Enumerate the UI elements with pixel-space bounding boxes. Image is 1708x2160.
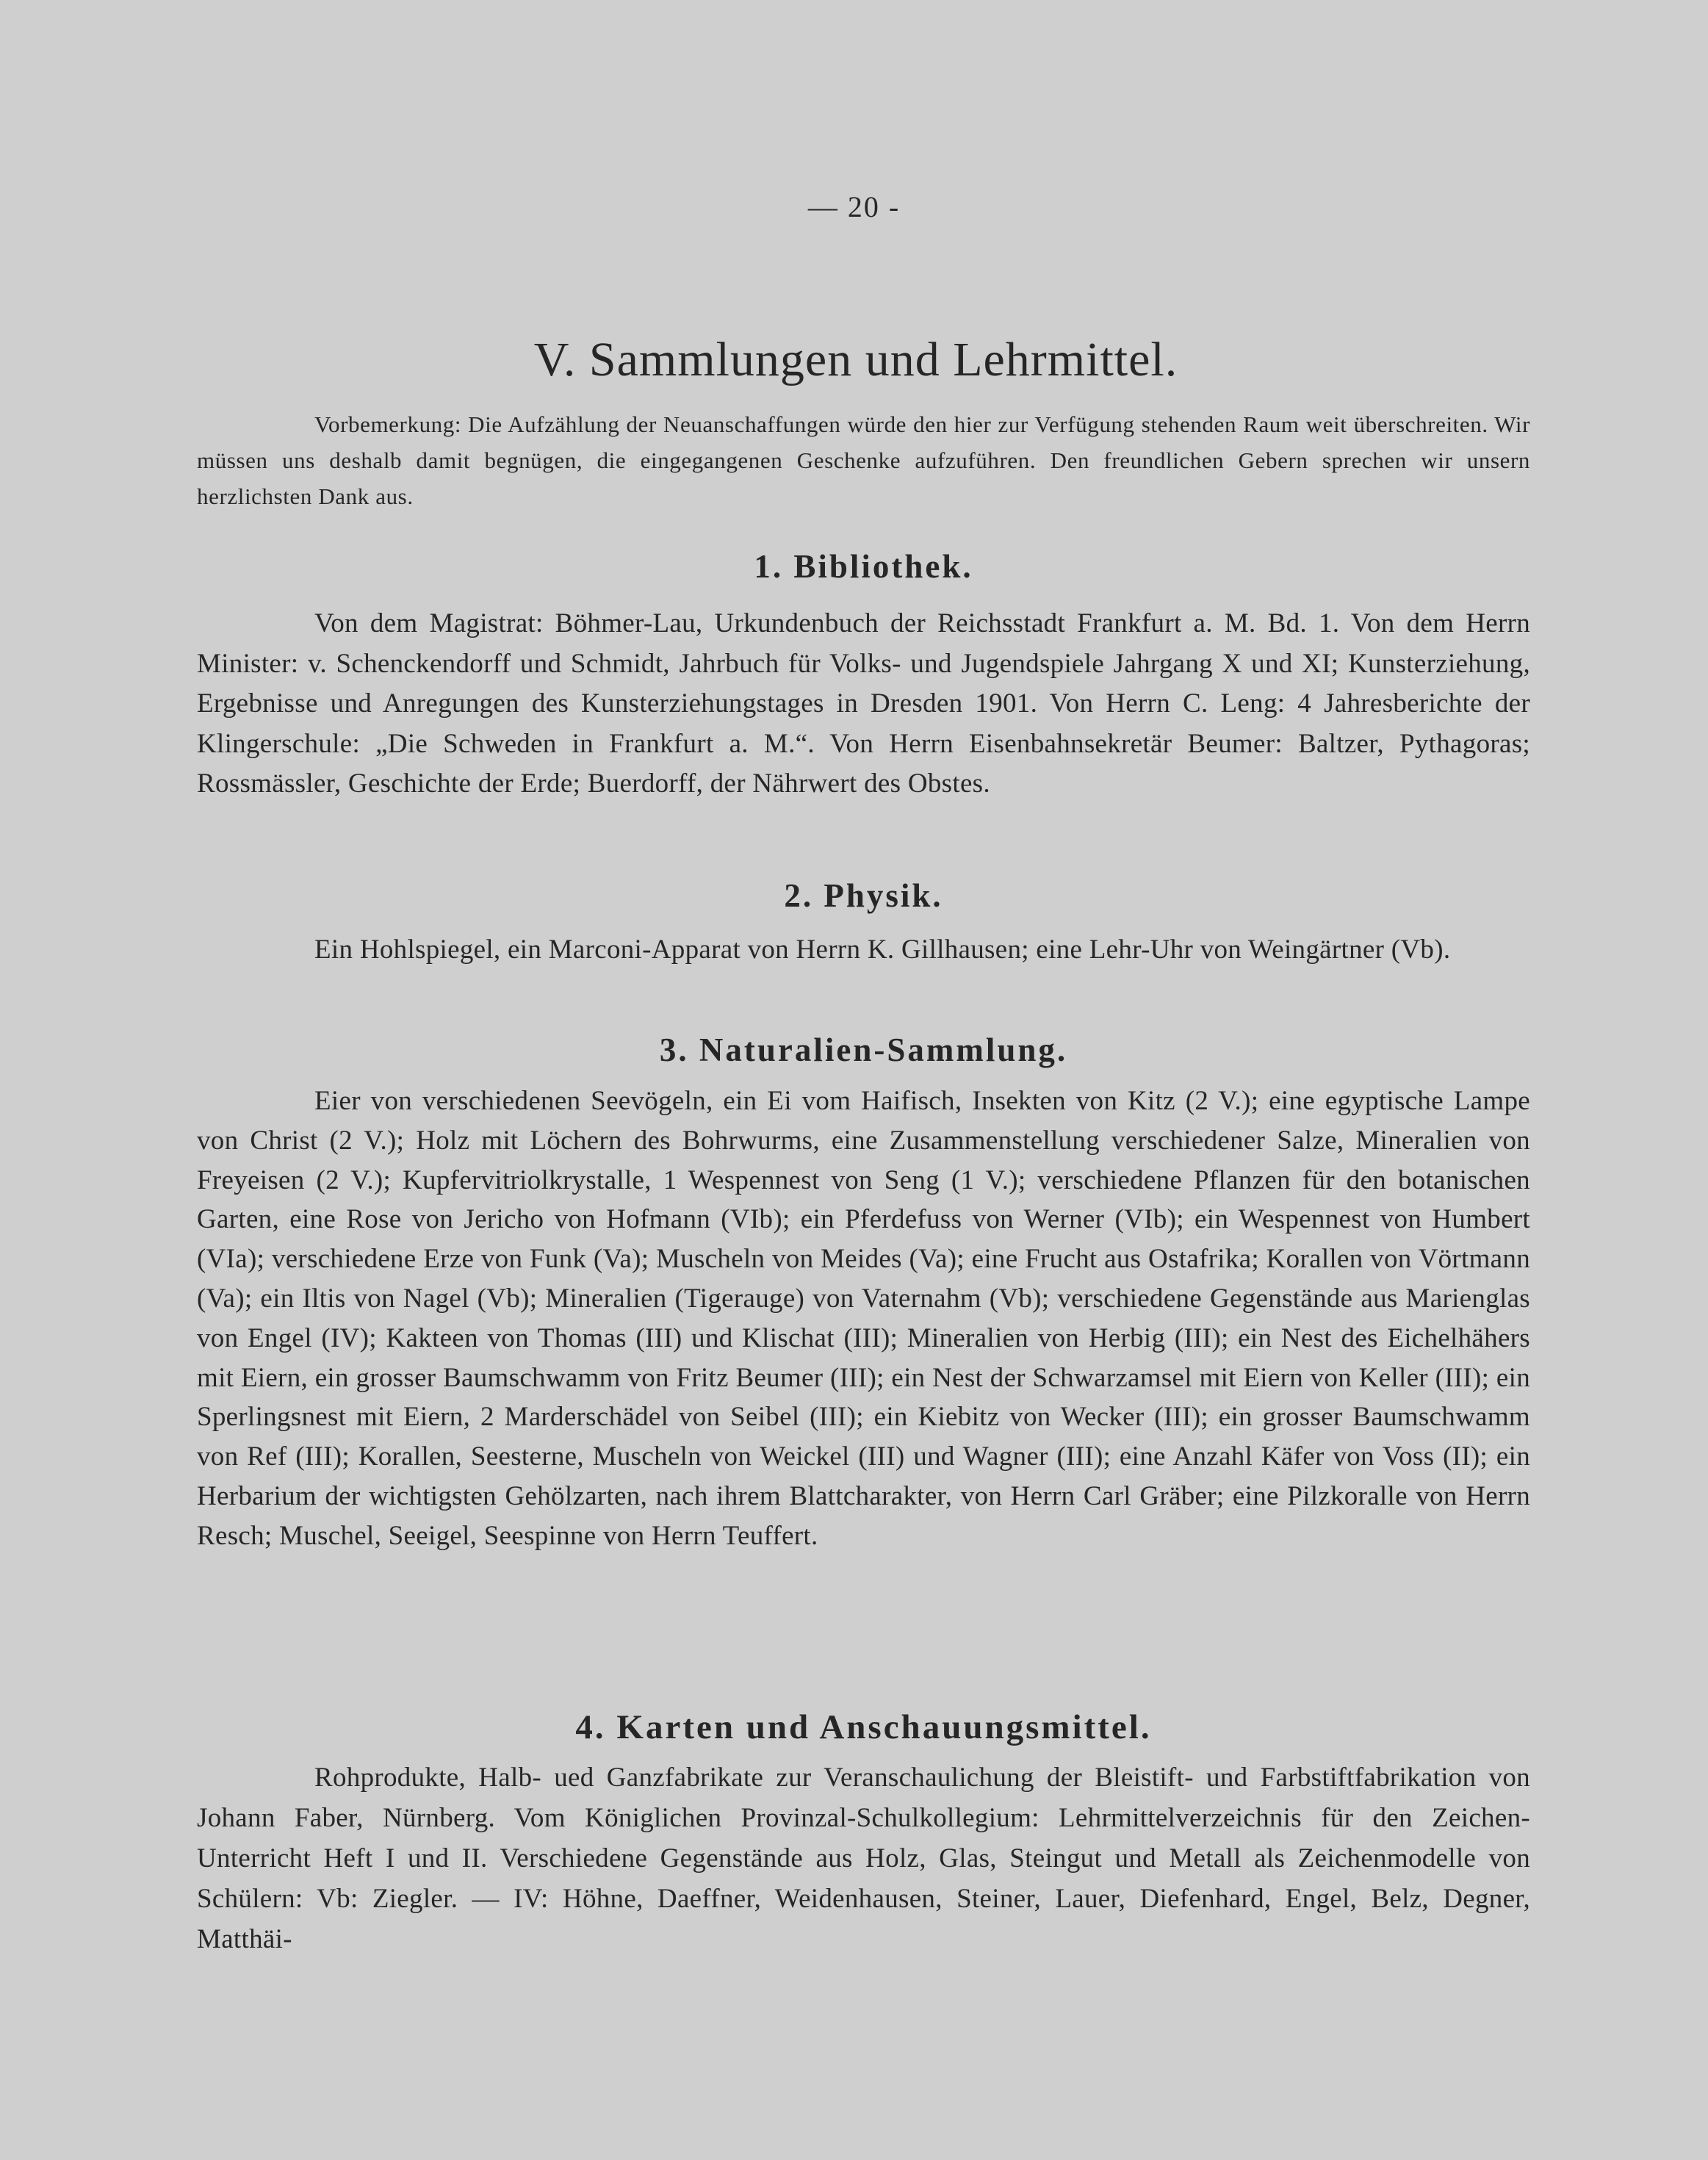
section-text-bibliothek: Von dem Magistrat: Böhmer-Lau, Urkundenbuch der Reichsstadt Frankfurt a. M. Bd. 1. Von dem Herrn Minister: v. Schenckendorff und Schmidt, Jahrbuch für Volks- und Jugendspiele Jahrgang X und XI; Kunsterziehung, Ergebnisse und Anregungen des Kunsterziehungstages in Dresden 1901. Von Herrn C. Leng: 4 Jahresberichte der Klingerschule: „Die Schweden in Frankfurt a. M.“. Von Herrn Eisenbahnsekretär Beumer: Baltzer, Pythagoras; Rossmässler, Geschichte der Erde; Buerdorff, der Nährwert des Obstes. bbox=[197, 608, 1530, 799]
section-heading-bibliothek: 1. Bibliothek. bbox=[754, 548, 973, 585]
section-heading-physik: 2. Physik. bbox=[784, 877, 943, 914]
section-heading-karten: 4. Karten und Anschauungsmittel. bbox=[575, 1708, 1152, 1746]
section-text-physik: Ein Hohlspiegel, ein Marconi-Apparat von Herrn K. Gillhausen; eine Lehr-Uhr von Weingärtner (Vb). bbox=[314, 935, 1451, 965]
section-text-karten: Rohprodukte, Halb- ued Ganzfabrikate zur Veranschaulichung der Bleistift- und Farbstiftfabrikation von Johann Faber, Nürnberg. Vom Königlichen Provinzal-Schulkollegium: Lehrmittelverzeichnis für den Zeichen-Unterricht Heft I und II. Verschiedene Gegenstände aus Holz, Glas, Steingut und Metall als Zeichenmodelle von Schülern: Vb: Ziegler. — IV: Höhne, Daeffner, Weidenhausen, Steiner, Lauer, Diefenhard, Engel, Belz, Degner, Matthäi- bbox=[197, 1763, 1530, 1954]
section-text-naturalien-sammlung: Eier von verschiedenen Seevögeln, ein Ei vom Haifisch, Insekten von Kitz (2 V.); eine egyptische Lampe von Christ (2 V.); Holz mit Löchern des Bohrwurms, eine Zusammenstellung verschiedener Salze, Mineralien von Freyeisen (2 V.); Kupfervitriolkrystalle, 1 Wespennest von Seng (1 V.); verschiedene Pflanzen für den botanischen Garten, eine Rose von Jericho von Hofmann (VIb); ein Pferdefuss von Werner (VIb); ein Wespennest von Humbert (VIa); verschiedene Erze von Funk (Va); Muscheln von Meides (Va); eine Frucht aus Ostafrika; Korallen von Vörtmann (Va); ein Iltis von Nagel (Vb); Mineralien (Tigerauge) von Vaternahm (Vb); verschiedene Gegenstände aus Marienglas von Engel (IV); Kakteen von Thomas (III) und Klischat (III); Mineralien von Herbig (III); ein Nest des Eichelhähers mit Eiern, ein grosser Baumschwamm von Fritz Beumer (III); ein Nest der Schwarzamsel mit Eiern von Keller (III); ein Sperlingsnest mit Eiern, 2 Marderschädel von Seibel (III); ein Kiebitz von Wecker (III); ein grosser Baumschwamm von Ref (III); Korallen, Seesterne, Muscheln von Weickel (III) und Wagner (III); eine Anzahl Käfer von Voss (II); ein Herbarium der wichtigsten Gehölzarten, nach ihrem Blattcharakter, von Herrn Carl Gräber; eine Pilzkoralle von Herrn Resch; Muschel, Seeigel, Seespinne von Herrn Teuffert. bbox=[197, 1086, 1530, 1551]
section-heading-naturalien-sammlung: 3. Naturalien-Sammlung. bbox=[659, 1032, 1068, 1068]
page-number: — 20 - bbox=[807, 190, 901, 223]
chapter-title: V. Sammlungen und Lehrmittel. bbox=[533, 333, 1178, 386]
preface-paragraph: Vorbemerkung: Die Aufzählung der Neuanschaffungen würde den hier zur Verfügung stehenden Raum weit überschreiten. Wir müssen uns deshalb damit begnügen, die eingegangenen Geschenke aufzuführen. Den freundlichen Gebern sprechen wir unsern herzlichsten Dank aus. bbox=[197, 411, 1530, 509]
